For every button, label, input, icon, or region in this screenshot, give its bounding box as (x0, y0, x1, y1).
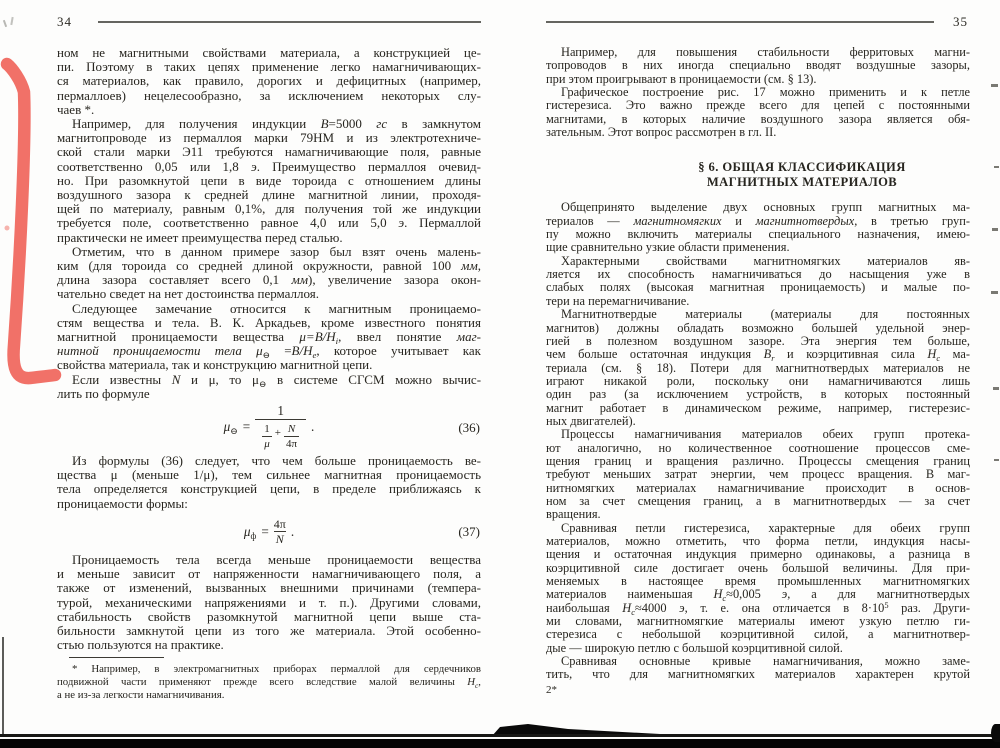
text-line: слабых полях (высокая магнитная проницаемость) и малые по- (546, 280, 970, 295)
text-line: ми словами, магнитномягкие материалы имеют узкую петлю ги- (546, 614, 970, 629)
paragraph (546, 428, 970, 521)
text-line: чательно сведет на нет достоинства пермаллоя. (57, 286, 320, 302)
text-line: свойства материала, так и конструкцию магнитной цепи. (57, 357, 373, 373)
signature-mark: 2* (546, 683, 557, 696)
text-line: меняемых в настоящее время промышленных магнитномягких (546, 574, 970, 589)
scan-speck (991, 84, 998, 87)
fraction: $\frac{N}{4\pi}$ (285, 422, 298, 451)
text-line: нитномягких материалах намагничивание происходит в основ- (546, 480, 970, 495)
text-line: ном не магнитными свойствами материала, а конструкцией це- (57, 45, 481, 60)
text-line: но. При разомкнутой цепи в виде тороида с отношением длины (57, 172, 481, 188)
scan-bottom-line (0, 734, 1000, 737)
scan-speck (994, 166, 999, 168)
paragraph (57, 46, 481, 117)
paragraph (57, 553, 481, 652)
paragraph (57, 454, 481, 511)
text-line: щества μ (меньше 1/μ), тем сильнее магнитная проницаемость (57, 467, 481, 483)
paragraph (57, 302, 481, 373)
pencil-mark (3, 20, 7, 27)
text-line: соответственно 0,05 или 1,8 э. Преимущество пермаллоя очевид- (57, 158, 481, 174)
equation-37: $\mu_ф$ = $\frac{4\pi}{N}$ . (243, 517, 295, 547)
text-line: зательным. Этот вопрос рассмотрен в гл. II. (546, 125, 777, 140)
text-line: ской стали марки Э11 требуются намагничивающие поля, равные (57, 144, 481, 160)
paragraph (57, 373, 481, 401)
red-marker-dot (5, 226, 10, 231)
text-line: Из формулы (36) следует, что чем больше проницаемость ве- (72, 453, 481, 469)
left-page-header (57, 15, 481, 29)
fraction: 1 1 μ + $\frac{N}{4\pi}$ (255, 404, 306, 452)
text-line: чаев *. (57, 101, 95, 117)
text-line: топроводов в них иногда специально вводят воздушные зазоры, (546, 58, 970, 73)
text-line: также от изменений, вызванных внешними причинами (темпера- (57, 580, 481, 596)
right-page-number: 35 (953, 14, 968, 29)
text-line: Например, для повышения стабильности ферритовых магни- (561, 45, 970, 59)
left-page-number: 34 (57, 14, 72, 29)
text-line: ных двигателей). (546, 413, 636, 428)
text-line: ляется их способность намагничиваться до насыщения уже в (546, 267, 970, 282)
mu-form-symbol: $\mu_ф$ (243, 523, 257, 541)
section-heading (634, 160, 970, 190)
text-line: длина зазора составляет всего 0,1 мм), увеличение зазора окон- (57, 272, 481, 288)
text-line: наибольшая $H_c\approx 4000$ э, т. е. она отличается в $8\cdot 10^5$ раз. Други- (546, 599, 970, 617)
text-line: Общепринято выделение двух основных групп магнитных ма- (561, 200, 970, 215)
text-line: коэрцитивной силе достигает очень большой величины. Для при- (546, 560, 970, 575)
equation-number: (36) (458, 419, 480, 435)
text-line: при этом проигрывают в проницаемости (см. § 13). (546, 71, 817, 86)
paragraph (546, 655, 970, 682)
text-line: териала (см. § 18). Потери для магнитнотвердых материалов не (546, 360, 970, 375)
scan-bottom-bar (0, 739, 1000, 748)
scan-speck (991, 291, 998, 294)
text-line: щения границ и вращения различно. Процессы смещения границ (546, 453, 970, 468)
formula-36 (57, 401, 481, 454)
paragraph (546, 46, 970, 86)
text-line: магнитами, в которых наличие воздушного зазора является обя- (546, 111, 970, 126)
text-line: * Например, в электромагнитных приборах пермаллой для сердечников (72, 663, 481, 676)
right-page (546, 15, 970, 697)
text-line: Магнитнотвердые материалы (материалы для постоянных (561, 307, 970, 322)
text-line: стабильность свойств разомкнутой магнитной цепи выше ста- (57, 608, 481, 624)
text-line: тела определяется конструкцией цепи, в пределе приближаясь к (57, 481, 481, 497)
text-line: один раз (за исключением устройств, в которых постоянный (546, 387, 970, 402)
left-header-rule (98, 21, 481, 23)
text-line: стерезиса с небольшой коэрцитивной силой, а магнитнотвер- (546, 627, 970, 642)
text-line: тить, что для магнитномягких материалов характерен крутой (546, 667, 970, 682)
text-line: пермаллоев) нецелесообразно, за исключением некоторых слу- (57, 87, 481, 103)
text-line: щения и остаточная индукция примерно одинаковы, а разница в (546, 547, 970, 562)
left-page (57, 15, 481, 702)
text-line: лить по формуле (57, 385, 150, 401)
text-line: ном за счет смещения границ, а в магнитнотвердых — за счет (546, 493, 970, 508)
text-line: пи. Поэтому в таких цепях применение легко намагничивающих- (57, 59, 481, 75)
text-line: стям вещества и тела. В. К. Аркадьев, кроме известного понятия (57, 314, 481, 330)
red-marker-stroke (0, 50, 80, 395)
fraction: $\frac{4\pi}{N}$ (273, 517, 286, 547)
text-line: стью пользуются на практике. (57, 637, 224, 653)
right-page-header (546, 15, 970, 29)
text-line: магнит работает в динамическом режиме, например, гистерезис- (546, 400, 970, 415)
equation-number: (37) (458, 523, 480, 539)
text-line: пу можно включить материалы специального назначения, имею- (546, 227, 970, 242)
fraction: 1 μ (264, 422, 270, 451)
text-line: щей по материалу, равным 0,1%, для получения той же индукции (57, 201, 481, 217)
text-line: Следующее замечание относится к магнитным проницаемо- (72, 300, 481, 316)
text-line: требуется поле, соответственно равное 4,0 или 5,0 э. Пермаллой (57, 215, 481, 231)
text-line: воздушного зазора к средней длине магнитной линии, проходя- (57, 187, 481, 203)
paragraph (57, 245, 481, 302)
paragraph (546, 201, 970, 254)
paragraph (546, 308, 970, 428)
text-line: и меньше зависит от напряженности намагничивающего поля, а (57, 566, 481, 582)
text-line: Характерными свойствами магнитномягких материалов яв- (561, 253, 970, 268)
paragraph (57, 117, 481, 245)
paragraph (546, 255, 970, 308)
text-line: турой, механическими напряжениями и т. п.). Другими словами, (57, 594, 481, 610)
text-line: чем больше остаточная индукция $B_r$ и коэрцитивная сила $H_c$ ма- (546, 347, 970, 364)
scan-speck (993, 387, 999, 390)
section-heading-line1: § 6. ОБЩАЯ КЛАССИФИКАЦИЯ (698, 160, 906, 175)
formula-37 (57, 511, 481, 553)
scan-speck (994, 459, 999, 461)
text-line: магнитов) должны обладать возможно большей удельной энер- (546, 320, 970, 335)
page-edge-line (2, 637, 4, 737)
mu-body-symbol: $\mu_⊖$ (223, 419, 238, 437)
text-line: Сравнивая основные кривые намагничивания, можно заме- (561, 654, 970, 669)
text-line: вращения. (546, 507, 601, 522)
text-line: практически не имеет преимущества перед сталью. (57, 229, 343, 245)
paragraph (546, 86, 970, 139)
red-marker-path (7, 64, 55, 378)
text-line: Процессы намагничивания материалов обеих групп протека- (561, 427, 970, 442)
text-line: Если известны N и μ, то $\mu_⊖$ в системе СГСМ можно вычис- (72, 371, 482, 389)
text-line: материалов наименьшая $H_c\approx 0,005$ э, а для магнитнотвердых (546, 587, 970, 604)
scan-speck (992, 228, 998, 231)
text-line: дые — широкую петлю с большой коэрцитивной силой. (546, 640, 843, 655)
text-line: Сравнивая петли гистерезиса, характерные для обеих групп (561, 520, 970, 535)
text-line: ют аналогично, но количественное соотношение процессов сме- (546, 440, 970, 455)
text-line: териалов — магнитномягких и магнитнотвердых, в третью груп- (546, 213, 970, 228)
text-line: гией в полезном воздушном зазоре. Эта энергия тем больше, (546, 333, 970, 348)
text-line: бильности замкнутой цепи из того же материала. Этой особенно- (57, 622, 481, 638)
text-line: проницаемости формы: (57, 495, 188, 511)
footnote (57, 663, 481, 702)
text-line: играют никакой роли, поскольку они намагничиваются лишь (546, 373, 970, 388)
text-line: тери на перемагничивание. (546, 293, 690, 308)
text-line: магнитопроводе из пермаллоя марки 79НМ и из электротехниче- (57, 130, 481, 146)
text-line: ким (для тороида со средней длиной окружности, равной 100 мм, (57, 258, 481, 274)
text-line: магнитной проницаемости вещества $\mu=B/H_i$, ввел понятие маг- (57, 329, 481, 347)
text-line: Графическое построение рис. 17 можно применить и к петле (561, 85, 970, 100)
text-line: ся материалов, как правило, дорогих и дефицитных (например, (57, 73, 481, 89)
text-line: материалов, можно отметить, что форма петли, индукция насы- (546, 534, 970, 548)
text-line: подвижной части применяют прежде всего вследствие малой величины $H_c$, (57, 676, 481, 691)
equation-36: $\mu_⊖$ = 1 1 μ + $\frac{N}{4\pi}$ . (223, 402, 315, 451)
right-header-rule (546, 21, 934, 23)
right-page-text (546, 46, 970, 697)
footnote-rule (69, 657, 164, 658)
corner-blob (991, 724, 1000, 742)
text-line: Например, для получения индукции B=5000 гс в замкнутом (72, 116, 481, 132)
text-line: Проницаемость тела всегда меньше проницаемости вещества (72, 551, 481, 567)
left-page-text (57, 46, 481, 702)
paragraph (546, 522, 970, 655)
text-line: нитной проницаемости тела $\mu_⊖ =B/H_e$, которое учитывает как (57, 343, 481, 361)
text-line: а не из-за легкости намагничивания. (57, 689, 225, 702)
section-heading-line2: МАГНИТНЫХ МАТЕРИАЛОВ (706, 175, 898, 190)
text-line: требуют меньших затрат энергии, чем процесс вращения. В маг- (546, 467, 970, 482)
text-line: щие сравнительно узкие области применения. (546, 240, 790, 255)
text-line: Отметим, что в данном примере зазор был взят очень малень- (72, 243, 481, 259)
text-line: гистерезиса. Это важно прежде всего для цепей с постоянными (546, 98, 970, 113)
pencil-mark (10, 17, 13, 25)
